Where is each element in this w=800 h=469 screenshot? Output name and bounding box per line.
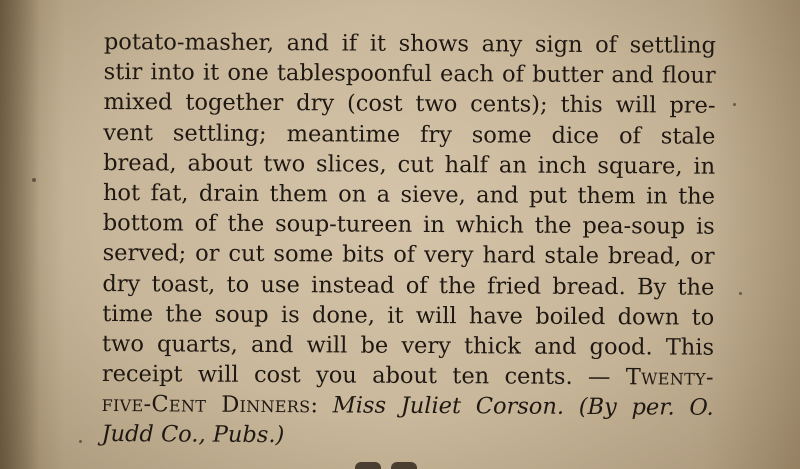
text-line-3: mixed together dry (cost two cents); this will pre- xyxy=(103,89,716,120)
source-separator: : xyxy=(310,392,333,419)
text-line-10: time the soup is done, it will have boiled down to xyxy=(102,300,715,331)
paper-speck xyxy=(739,292,742,295)
text-line-14 xyxy=(101,419,713,453)
glyph-top xyxy=(391,462,417,469)
line-12-text: receipt will cost you about ten cents. — xyxy=(101,361,626,391)
text-line-6: hot fat, drain them on a sieve, and put them in the xyxy=(102,179,716,210)
text-line-2: stir into it one tablespoonful each of butter and flour xyxy=(103,59,716,89)
text-line-12 xyxy=(102,359,714,393)
paper-speck xyxy=(79,440,82,443)
text-line-11: two quarts, and will be very thick and good. This xyxy=(101,330,715,361)
text-line-1: potato-masher, and if it shows any sign of settling xyxy=(103,28,716,59)
source-author: Miss Juliet Corson. xyxy=(332,392,565,421)
text-line-7: bottom of the soup-tureen in which the pea-soup is xyxy=(102,210,715,240)
next-line-glyph-tops xyxy=(355,462,455,469)
source-credit-continued: Judd Co., Pubs.) xyxy=(101,421,285,449)
gutter-shadow xyxy=(0,0,40,469)
text-line-13 xyxy=(102,389,714,423)
text-line-5: bread, about two slices, cut half an inch square, in xyxy=(103,149,716,180)
body-text xyxy=(101,27,716,453)
source-gap xyxy=(564,394,579,420)
paper-speck xyxy=(733,103,736,106)
source-credit: (By per. O. xyxy=(578,394,714,421)
text-line-4: vent settling; meantime fry some dice of stale xyxy=(103,119,716,150)
glyph-top xyxy=(355,462,381,469)
paper-speck xyxy=(32,178,36,182)
text-line-8: served; or cut some bits of very hard stale bread, or xyxy=(102,240,715,271)
text-line-9: dry toast, to use instead of the fried bread. By the xyxy=(102,270,715,301)
source-title-start: Twenty- xyxy=(625,364,714,391)
source-title-end: five-Cent Dinners xyxy=(101,391,311,419)
